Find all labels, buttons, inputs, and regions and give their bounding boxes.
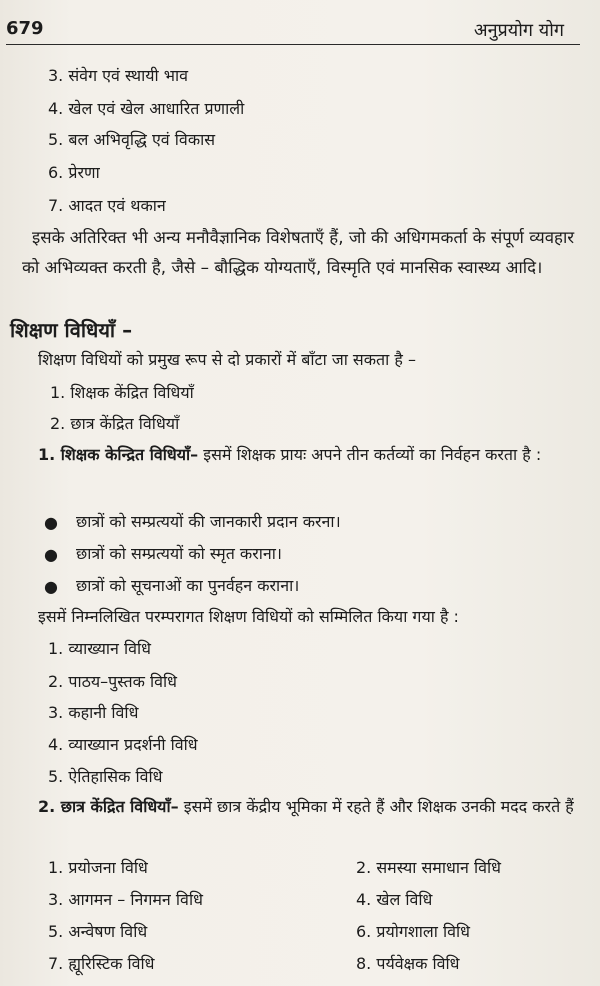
page-number: 679 (6, 18, 44, 39)
bullet-item: छात्रों को सम्प्रत्ययों की जानकारी प्रदान करना। (76, 512, 341, 531)
section-text: इसमें छात्र केंद्रीय भूमिका में रहते हैं और शिक्षक उनकी मदद करते हैं (183, 797, 574, 816)
list-item: 1. व्याख्यान विधि (48, 639, 152, 658)
page-header (0, 18, 600, 46)
section-paragraph (8, 792, 590, 822)
bullet-item: छात्रों को सूचनाओं का पुनर्वहन कराना। (76, 576, 300, 595)
bullet-marker: ● (44, 577, 58, 596)
bullet-marker: ● (44, 545, 58, 564)
section-text: इसमें शिक्षक प्रायः अपने तीन कर्तव्यों का निर्वहन करता है : (203, 445, 542, 464)
bullet-marker: ● (44, 513, 58, 532)
list-item: 4. खेल विधि (356, 890, 433, 909)
paragraph: इसके अतिरिक्त भी अन्य मनौवैज्ञानिक विशेषताएँ हैं, जो की अधिगमकर्ता के संपूर्ण व्यवहार को अभिव्यक्त करती है, जैसे – बौद्धिक योग्यताएँ, विस्मृति एवं मानसिक स्वास्थ्य आदि। (22, 227, 575, 277)
list-item: 1. शिक्षक केंद्रित विधियाँ (50, 383, 194, 402)
intro-text: शिक्षण विधियों को प्रमुख रूप से दो प्रकारों में बाँटा जा सकता है – (38, 350, 416, 369)
list-item: 6. प्रयोगशाला विधि (356, 922, 471, 941)
header-rule (6, 44, 580, 45)
section-title: 2. छात्र केंद्रित विधियाँ– (38, 797, 179, 816)
list-item: 5. बल अभिवृद्धि एवं विकास (48, 130, 216, 149)
list-item: 2. पाठय–पुस्तक विधि (48, 672, 177, 691)
section-paragraph (8, 440, 590, 470)
paragraph: इसमें निम्नलिखित परम्परागत शिक्षण विधियों को सम्मिलित किया गया है : (38, 607, 459, 626)
list-item: 3. आगमन – निगमन विधि (48, 890, 203, 909)
list-item: 5. अन्वेषण विधि (48, 922, 148, 941)
list-item: 4. व्याख्यान प्रदर्शनी विधि (48, 735, 198, 754)
list-item: 2. समस्या समाधान विधि (356, 858, 501, 877)
list-item: 7. ह्यूरिस्टिक विधि (48, 954, 155, 973)
section-heading: शिक्षण विधियाँ – (10, 318, 133, 342)
list-item: 1. प्रयोजना विधि (48, 858, 148, 877)
list-item: 3. संवेग एवं स्थायी भाव (48, 66, 189, 85)
running-title: अनुप्रयोग योग (473, 20, 564, 41)
bullet-item: छात्रों को सम्प्रत्ययों को स्मृत कराना। (76, 544, 282, 563)
section-title: 1. शिक्षक केन्द्रित विधियाँ– (38, 445, 199, 464)
list-item: 6. प्रेरणा (48, 163, 100, 182)
list-item: 3. कहानी विधि (48, 703, 139, 722)
list-item: 4. खेल एवं खेल आधारित प्रणाली (48, 99, 245, 118)
list-item: 5. ऐतिहासिक विधि (48, 767, 163, 786)
list-item: 8. पर्यवेक्षक विधि (356, 954, 460, 973)
list-item: 7. आदत एवं थकान (48, 196, 166, 215)
list-item: 2. छात्र केंद्रित विधियाँ (50, 414, 180, 433)
